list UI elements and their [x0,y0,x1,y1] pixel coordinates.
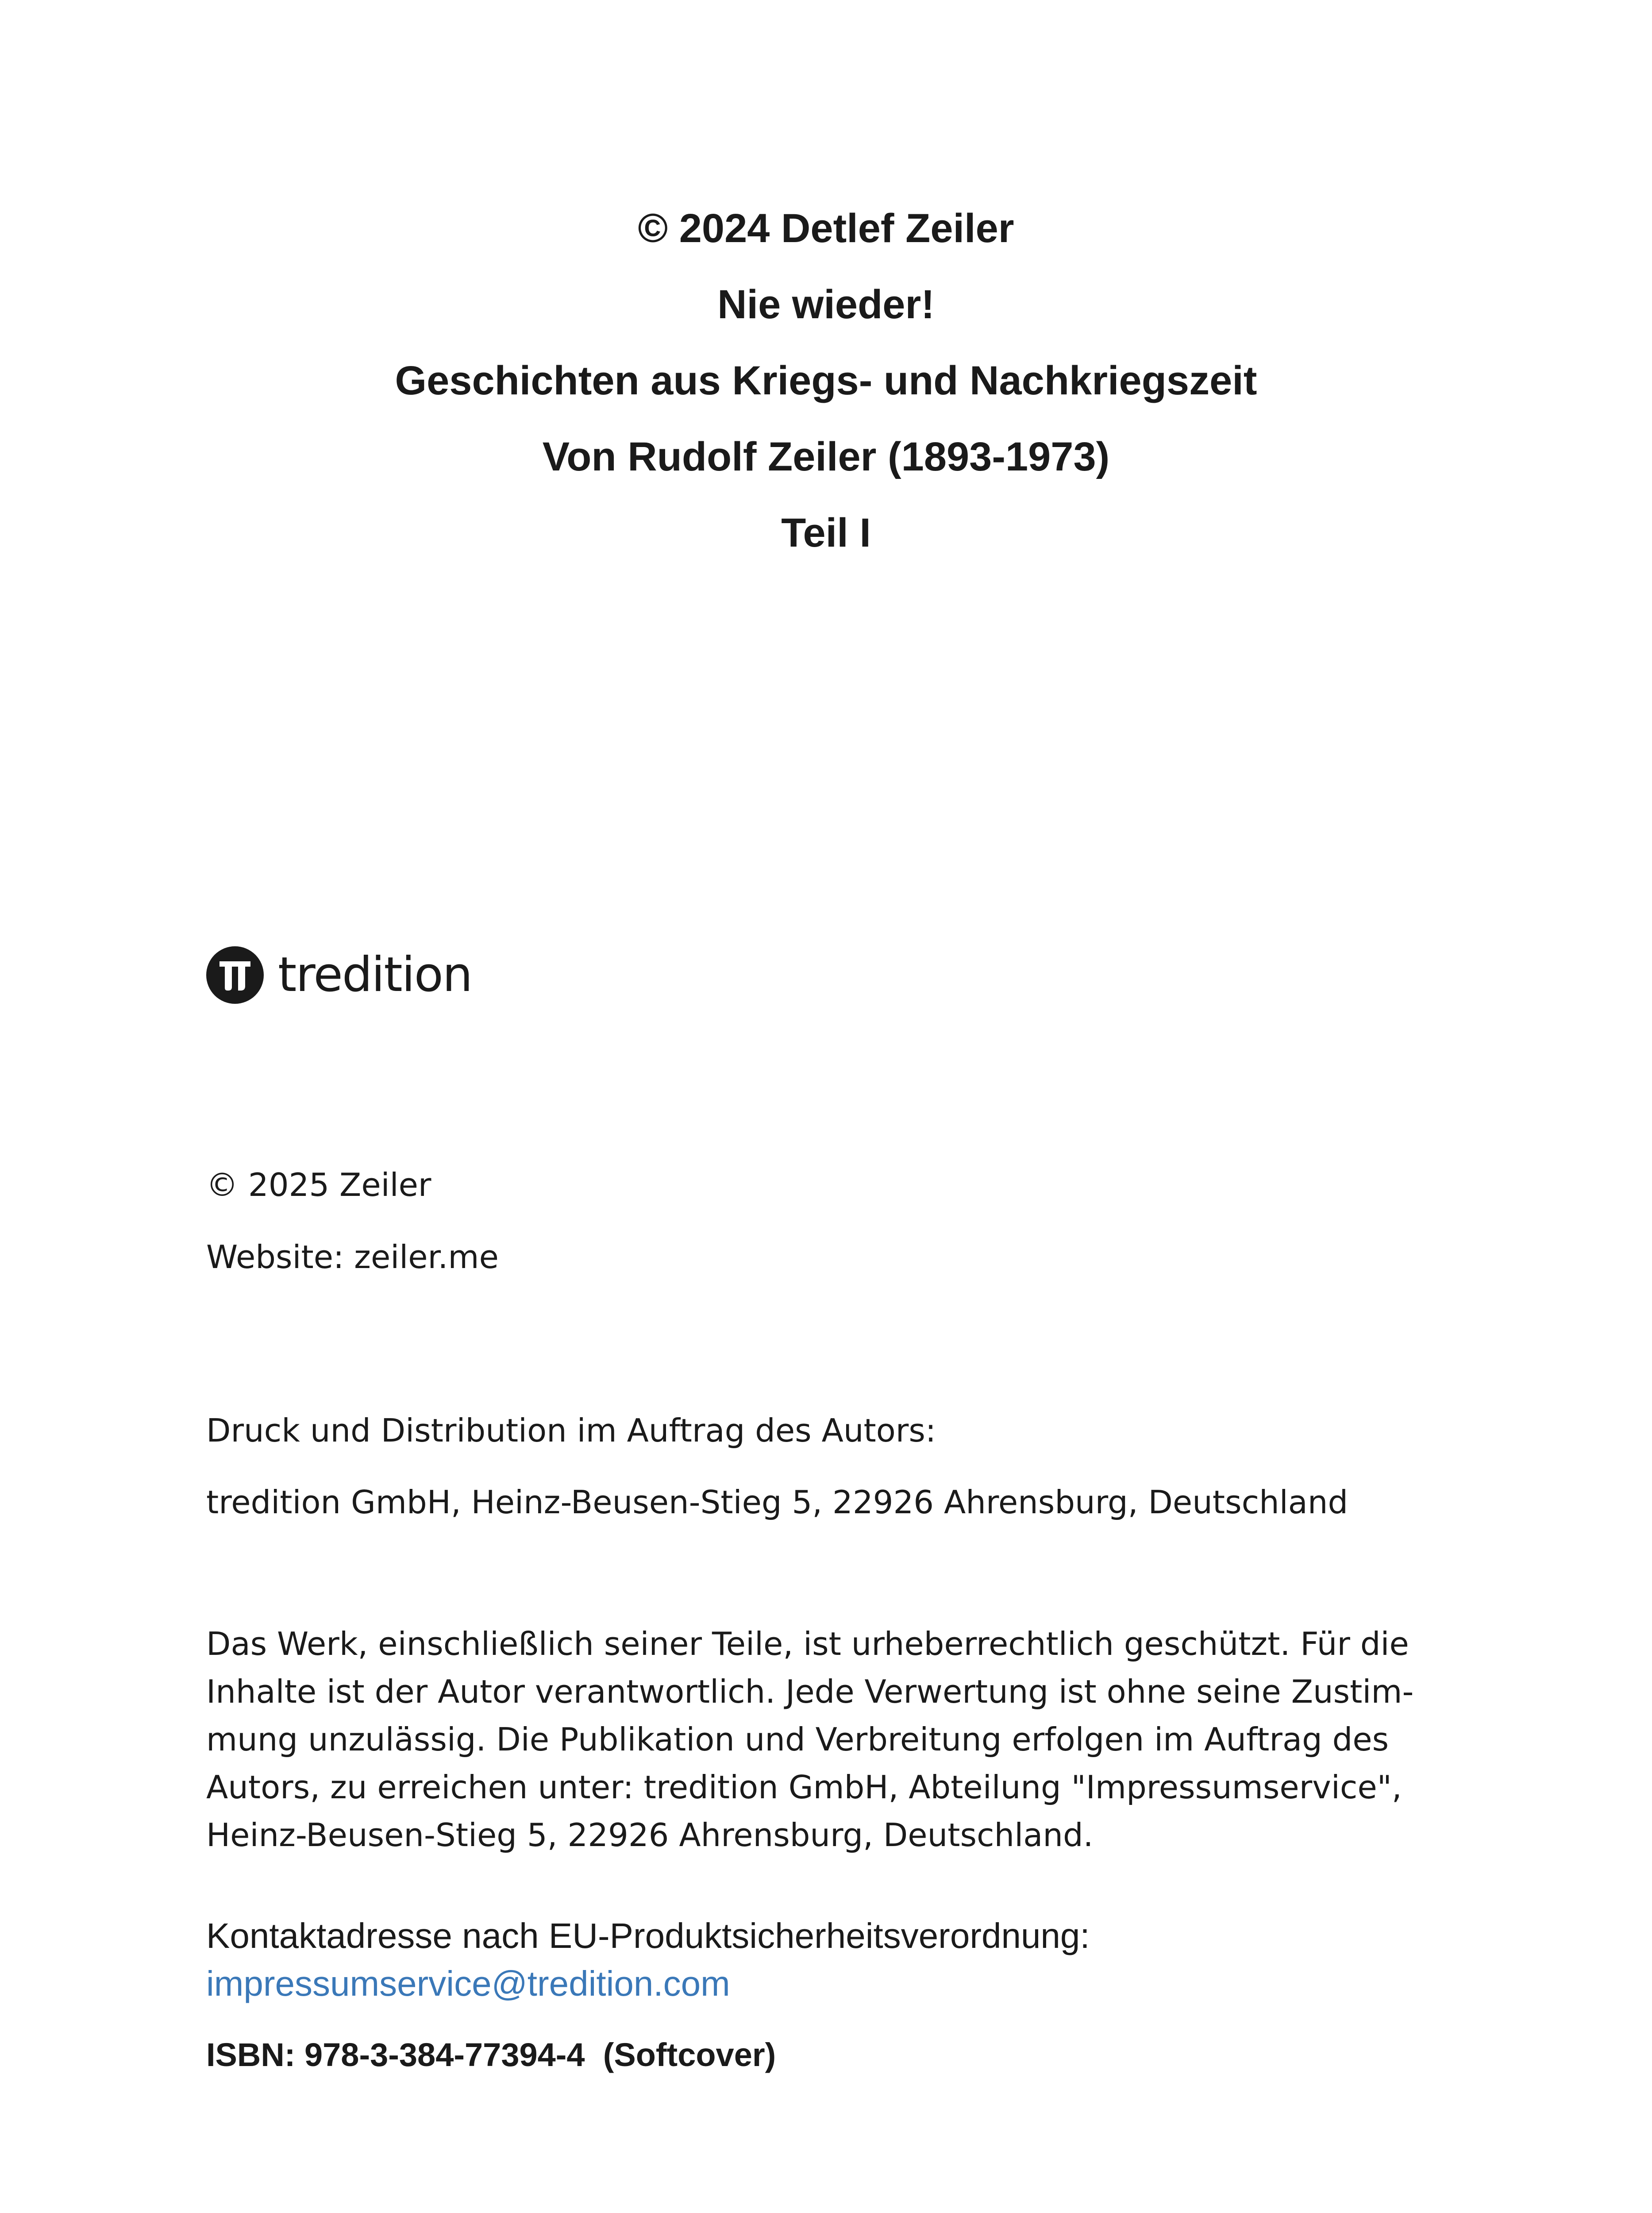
contact-label: Kontaktadresse nach EU-Produktsicherheitsverordnung: [206,1916,1090,1955]
distribution-heading: Druck und Distribution im Auftrag des Autors: [206,1412,936,1449]
book-title: Nie wieder! [717,282,935,327]
copyright-line: © 2025 Zeiler [206,1166,431,1203]
legal-line: Heinz-Beusen-Stieg 5, 22926 Ahrensburg, Deutschland. [206,1816,1094,1854]
book-author: Von Rudolf Zeiler (1893-1973) [542,434,1110,479]
contact-block [206,1912,1090,2008]
legal-line: Das Werk, einschließlich seiner Teile, ist urheberrechtlich geschützt. Für die [206,1625,1409,1662]
contact-email-link[interactable]: impressumservice@tredition.com [206,1964,730,2003]
title-copyright: © 2024 Detlef Zeiler [638,206,1014,251]
title-block [0,190,1652,571]
isbn-line: ISBN: 978-3-384-77394-4 (Softcover) [206,2036,776,2073]
publisher-logo [206,945,472,1005]
tredition-wordmark: tredition [278,947,472,1002]
legal-line: mung unzulässig. Die Publikation und Verbreitung erfolgen im Auftrag des [206,1721,1389,1758]
tredition-logo-icon [206,946,264,1004]
book-subtitle: Geschichten aus Kriegs- und Nachkriegszeit [395,358,1257,403]
distribution-address: tredition GmbH, Heinz-Beusen-Stieg 5, 22926 Ahrensburg, Deutschland [206,1484,1348,1521]
website-line: Website: zeiler.me [206,1238,499,1276]
book-part: Teil I [781,510,871,555]
legal-notice [206,1620,1414,1859]
legal-line: Autors, zu erreichen unter: tredition GmbH, Abteilung "Impressumservice", [206,1769,1402,1806]
legal-line: Inhalte ist der Autor verantwortlich. Jede Verwertung ist ohne seine Zustim- [206,1673,1414,1710]
